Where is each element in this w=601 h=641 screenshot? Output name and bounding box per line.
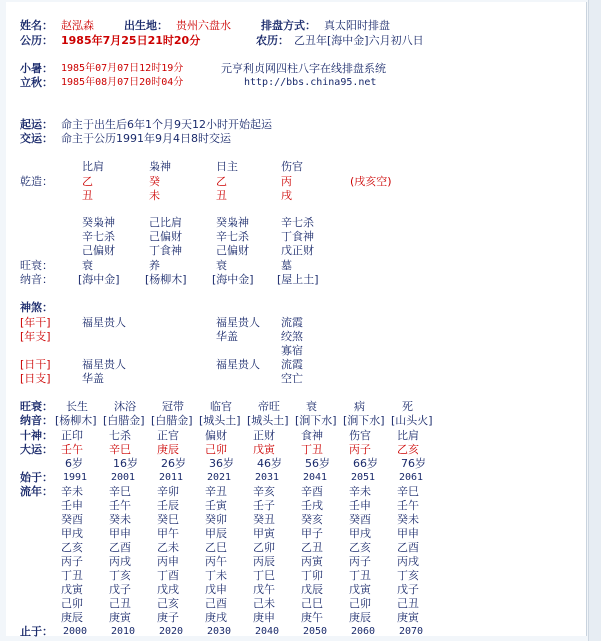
dayun-nayin-7: [山头火] [391,414,433,427]
wangshuai-0: 衰 [82,259,93,272]
liunian-6-8: 己卯 [349,597,371,610]
liunian-6-5: 丙子 [349,555,371,568]
dayun-shishen-4: 正财 [253,429,275,442]
dayun-start-3: 2021 [207,472,232,483]
liunian-5-7: 戊辰 [301,583,323,596]
liunian-3-2: 癸卯 [205,513,227,526]
liunian-6-9: 庚辰 [349,611,371,624]
liunian-0-4: 乙亥 [61,541,83,554]
dayun-nayin-2: [白腊金] [151,414,193,427]
dayun-end-7: 2070 [399,626,424,637]
liunian-3-3: 甲辰 [205,527,227,540]
dayun-end-3: 2030 [207,626,232,637]
dayun-start-2: 2011 [159,472,184,483]
dayun-ganzhi-6: 丙子 [349,443,371,456]
liunian-4-9: 庚申 [253,611,275,624]
nayin-3: [屋上土] [277,273,319,286]
liunian-4-6: 丁巳 [253,569,275,582]
dayun-wangshuai-0: 长生 [66,400,88,413]
liunian-5-6: 丁卯 [301,569,323,582]
stem-2: 乙 [216,175,227,188]
dayun-shishen-5: 食神 [301,429,323,442]
liunian-1-8: 己丑 [109,597,131,610]
dayun-start-4: 2031 [255,472,280,483]
liunian-4-0: 辛亥 [253,485,275,498]
dayun-nayin-5: [涧下水] [295,414,337,427]
vertical-scrollbar[interactable] [588,0,601,641]
solar-label: 公历： [20,34,53,47]
liunian-2-0: 辛卯 [157,485,179,498]
god-3: 伤官 [281,160,303,173]
dayun-end-1: 2010 [111,626,136,637]
shensha-row-3-c3: 流霞 [281,358,303,371]
liunian-0-3: 甲戌 [61,527,83,540]
liunian-0-6: 丁丑 [61,569,83,582]
shensha-title: 神煞： [20,301,53,314]
dayun-age-0: 6岁 [65,457,83,470]
liunian-1-4: 乙酉 [109,541,131,554]
wangshuai-3: 墓 [281,259,292,272]
dayun-wangshuai-3: 临官 [210,400,232,413]
hidden-3-2: 戊正财 [281,244,314,257]
wangshuai-2: 衰 [216,259,227,272]
dayun-ganzhi-5: 丁丑 [301,443,323,456]
site-url-link[interactable]: http://bbs.china95.net [244,77,377,88]
qiyun-value: 命主于出生后6年1个月9天12小时开始起运 [61,118,272,131]
shensha-row-2-c3: 寡宿 [281,344,303,357]
liunian-6-4: 乙亥 [349,541,371,554]
liunian-1-6: 丁亥 [109,569,131,582]
shensha-row-4-label: [日支] [20,372,51,385]
nayin-label: 纳音： [20,273,53,286]
dayun-nayin-3: [城头土] [199,414,241,427]
dayun-wangshuai-2: 冠带 [162,400,184,413]
dayun-end-4: 2040 [255,626,280,637]
liunian-5-9: 庚午 [301,611,323,624]
liunian-3-1: 壬寅 [205,499,227,512]
liunian-1-9: 庚寅 [109,611,131,624]
liunian-0-9: 庚辰 [61,611,83,624]
dayun-shishen-1: 七杀 [109,429,131,442]
liunian-1-3: 甲申 [109,527,131,540]
nayin-0: [海中金] [78,273,120,286]
liunian-5-4: 乙丑 [301,541,323,554]
hidden-1-2: 丁食神 [149,244,182,257]
hidden-2-0: 癸枭神 [216,216,249,229]
hidden-0-0: 癸枭神 [82,216,115,229]
dayun-end-2: 2020 [159,626,184,637]
hidden-2-2: 己偏财 [216,244,249,257]
hidden-0-1: 辛七杀 [82,230,115,243]
liunian-1-5: 丙戌 [109,555,131,568]
nayin-1: [杨柳木] [145,273,187,286]
dayun-age-3: 36岁 [209,457,234,470]
liunian-5-1: 壬戌 [301,499,323,512]
nayin-2: [海中金] [212,273,254,286]
qianzao-label: 乾造： [20,175,53,188]
dayun-age-5: 56岁 [305,457,330,470]
dayun-end-label: 止于： [20,625,53,638]
liunian-2-6: 丁酉 [157,569,179,582]
liunian-0-0: 辛未 [61,485,83,498]
xiaoshu-label: 小暑： [20,62,53,75]
dayun-start-6: 2051 [351,472,376,483]
shensha-row-0-label: [年干] [20,316,51,329]
qiyun-label: 起运： [20,118,53,131]
dayun-shishen-0: 正印 [61,429,83,442]
dayun-wangshuai-label: 旺衰： [20,400,53,413]
liunian-4-7: 戊午 [253,583,275,596]
dayun-nayin-0: [杨柳木] [55,414,97,427]
dayun-shishen-6: 伤官 [349,429,371,442]
liunian-4-4: 乙卯 [253,541,275,554]
dayun-age-7: 76岁 [401,457,426,470]
dayun-shishen-3: 偏财 [205,429,227,442]
dayun-ganzhi-label: 大运： [20,443,53,456]
dayun-start-5: 2041 [303,472,328,483]
liunian-0-8: 己卯 [61,597,83,610]
dayun-liunian-label: 流年： [20,485,53,498]
liunian-7-6: 丁亥 [397,569,419,582]
liunian-4-8: 己未 [253,597,275,610]
liunian-3-9: 庚戌 [205,611,227,624]
liunian-7-8: 己丑 [397,597,419,610]
dayun-ganzhi-7: 乙亥 [397,443,419,456]
branch-2: 丑 [216,189,227,202]
liqiu-value: 1985年08月07日20时04分 [61,77,184,88]
liunian-7-4: 乙酉 [397,541,419,554]
liunian-5-2: 癸亥 [301,513,323,526]
site-name: 元亨利贞网四柱八字在线排盘系统 [221,62,386,75]
liunian-4-1: 壬子 [253,499,275,512]
dayun-nayin-label: 纳音： [20,414,53,427]
dayun-ganzhi-0: 壬午 [61,443,83,456]
shensha-row-0-c3: 流霞 [281,316,303,329]
liunian-2-3: 甲午 [157,527,179,540]
god-1: 枭神 [149,160,171,173]
dayun-age-4: 46岁 [257,457,282,470]
hidden-1-0: 己比肩 [149,216,182,229]
dayun-wangshuai-7: 死 [402,400,413,413]
dayun-age-6: 66岁 [353,457,378,470]
liunian-3-7: 戊申 [205,583,227,596]
wangshuai-1: 养 [149,259,160,272]
liunian-3-8: 己酉 [205,597,227,610]
stem-1: 癸 [149,175,160,188]
dayun-end-0: 2000 [63,626,88,637]
liunian-7-2: 癸未 [397,513,419,526]
name-label: 姓名： [20,19,53,32]
liunian-4-5: 丙辰 [253,555,275,568]
liunian-7-0: 辛巳 [397,485,419,498]
birthplace-label: 出生地： [124,19,168,32]
dayun-ganzhi-3: 己卯 [205,443,227,456]
liunian-0-7: 戊寅 [61,583,83,596]
dayun-nayin-1: [白腊金] [103,414,145,427]
liunian-5-3: 甲子 [301,527,323,540]
liqiu-label: 立秋： [20,76,53,89]
shensha-row-1-c2: 华盖 [216,330,238,343]
stem-0: 乙 [82,175,93,188]
dayun-ganzhi-4: 戊寅 [253,443,275,456]
solar-value: 1985年7月25日21时20分 [61,34,201,47]
dayun-start-7: 2061 [399,472,424,483]
dayun-nayin-4: [城头土] [247,414,289,427]
liunian-4-3: 甲寅 [253,527,275,540]
shensha-row-0-c2: 福星贵人 [216,316,260,329]
liunian-3-6: 丁未 [205,569,227,582]
liunian-2-5: 丙申 [157,555,179,568]
god-2: 日主 [216,160,238,173]
liunian-4-2: 癸丑 [253,513,275,526]
dayun-start-label: 始于： [20,471,53,484]
shensha-row-1-label: [年支] [20,330,51,343]
stem-3: 丙 [281,175,292,188]
dayun-shishen-2: 正官 [157,429,179,442]
god-0: 比肩 [82,160,104,173]
shensha-row-3-c1: 福星贵人 [82,358,126,371]
shensha-row-4-c1: 华盖 [82,372,104,385]
branch-3: 戌 [281,189,292,202]
liunian-5-5: 丙寅 [301,555,323,568]
lunar-value: 乙丑年[海中金]六月初八日 [294,34,424,47]
liunian-7-7: 戊子 [397,583,419,596]
liunian-5-0: 辛酉 [301,485,323,498]
liunian-2-2: 癸巳 [157,513,179,526]
shensha-row-0-c1: 福星贵人 [82,316,126,329]
shensha-row-3-label: [日干] [20,358,51,371]
wangshuai-label: 旺衰： [20,259,53,272]
liunian-2-9: 庚子 [157,611,179,624]
dayun-end-6: 2060 [351,626,376,637]
liunian-5-8: 己巳 [301,597,323,610]
hidden-2-1: 辛七杀 [216,230,249,243]
liunian-2-4: 乙未 [157,541,179,554]
liunian-7-9: 庚寅 [397,611,419,624]
branch-0: 丑 [82,189,93,202]
jiaoyun-label: 交运： [20,132,53,145]
liunian-0-2: 癸酉 [61,513,83,526]
dayun-wangshuai-4: 帝旺 [258,400,280,413]
liunian-1-2: 癸未 [109,513,131,526]
branch-1: 未 [149,189,160,202]
name-value: 赵泓森 [61,19,94,32]
dayun-ganzhi-1: 辛巳 [109,443,131,456]
liunian-6-2: 癸酉 [349,513,371,526]
dayun-wangshuai-6: 病 [354,400,365,413]
liunian-1-7: 戊子 [109,583,131,596]
liunian-1-1: 壬午 [109,499,131,512]
dayun-shishen-label: 十神： [20,429,53,442]
bazi-chart-page [6,2,587,636]
liunian-3-5: 丙午 [205,555,227,568]
hidden-3-1: 丁食神 [281,230,314,243]
dayun-ganzhi-2: 庚辰 [157,443,179,456]
method-value: 真太阳时排盘 [324,19,390,32]
xiaoshu-value: 1985年07月07日12时19分 [61,63,184,74]
dayun-shishen-7: 比肩 [397,429,419,442]
liunian-6-7: 戊寅 [349,583,371,596]
dayun-wangshuai-5: 衰 [306,400,317,413]
birthplace-value: 贵州六盘水 [176,19,231,32]
liunian-3-0: 辛丑 [205,485,227,498]
shensha-row-3-c2: 福星贵人 [216,358,260,371]
liunian-7-5: 丙戌 [397,555,419,568]
hidden-0-2: 己偏财 [82,244,115,257]
shensha-row-1-c3: 绞煞 [281,330,303,343]
liunian-2-7: 戊戌 [157,583,179,596]
liunian-3-4: 乙巳 [205,541,227,554]
shensha-row-4-c3: 空亡 [281,372,303,385]
dayun-wangshuai-1: 沐浴 [114,400,136,413]
liunian-6-3: 甲戌 [349,527,371,540]
hidden-3-0: 辛七杀 [281,216,314,229]
liunian-6-1: 壬申 [349,499,371,512]
liunian-0-1: 壬申 [61,499,83,512]
dayun-nayin-6: [涧下水] [343,414,385,427]
lunar-label: 农历： [256,34,289,47]
dayun-age-1: 16岁 [113,457,138,470]
hidden-1-1: 己偏财 [149,230,182,243]
dayun-age-2: 26岁 [161,457,186,470]
liunian-6-0: 辛未 [349,485,371,498]
jiaoyun-value: 命主于公历1991年9月4日8时交运 [61,132,231,145]
liunian-2-8: 己亥 [157,597,179,610]
kongwang: (戌亥空) [350,175,392,188]
liunian-2-1: 壬辰 [157,499,179,512]
liunian-7-3: 甲申 [397,527,419,540]
liunian-7-1: 壬午 [397,499,419,512]
dayun-start-1: 2001 [111,472,136,483]
liunian-6-6: 丁丑 [349,569,371,582]
liunian-1-0: 辛巳 [109,485,131,498]
method-label: 排盘方式： [261,19,316,32]
dayun-end-5: 2050 [303,626,328,637]
liunian-0-5: 丙子 [61,555,83,568]
dayun-start-0: 1991 [63,472,88,483]
